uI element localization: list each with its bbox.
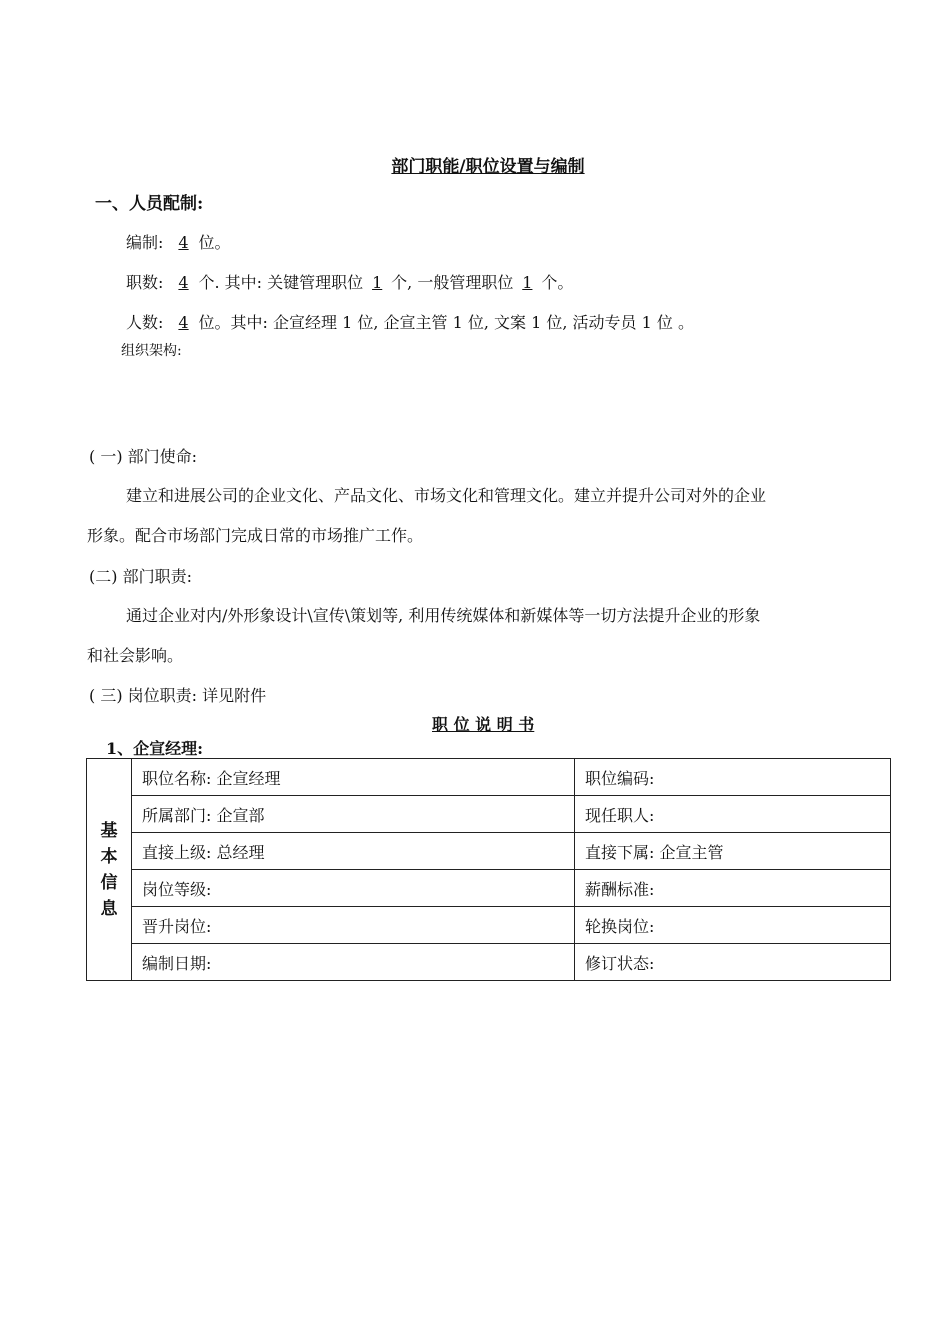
revision-status-cell: 修订状态: [575, 944, 891, 981]
renshu-detail: 位。其中: 企宣经理 1 位, 企宣主管 1 位, 文案 1 位, 活动专员 1 位 。 [198, 313, 694, 332]
table-row [87, 833, 891, 870]
renshu-label: 人数: [126, 313, 164, 332]
position-heading: 1、企宣经理: [106, 739, 204, 758]
salary-standard-cell: 薪酬标准: [575, 870, 891, 907]
direct-subordinate-cell: 直接下属: 企宣主管 [575, 833, 891, 870]
zhishu-end: 个。 [541, 273, 574, 292]
bianzhi-value: 4 [178, 233, 189, 252]
key-positions-value: 1 [372, 273, 383, 292]
table-row [87, 870, 891, 907]
duties-heading: (二) 部门职责: [89, 567, 192, 586]
position-name-cell: 职位名称: 企宣经理 [132, 759, 575, 796]
bianzhi-label: 编制: [126, 233, 164, 252]
renshu-value: 4 [178, 313, 189, 332]
promotion-position-cell: 晋升岗位: [132, 907, 575, 944]
position-code-cell: 职位编码: [575, 759, 891, 796]
side-char: 息 [100, 898, 118, 919]
zhishu-mid: 个. 其中: 关键管理职位 [198, 273, 364, 292]
duties-text-line1: 通过企业对内/外形象设计\宣传\策划等, 利用传统媒体和新媒体等一切方法提升企业的形象 [126, 606, 761, 625]
section-staffing-heading: 一、人员配制: [95, 194, 204, 214]
compile-date-cell: 编制日期: [132, 944, 575, 981]
general-positions-value: 1 [522, 273, 533, 292]
zhishu-label: 职数: [126, 273, 164, 292]
direct-superior-cell: 直接上级: 总经理 [132, 833, 575, 870]
job-description-title: 职 位 说 明 书 [432, 715, 535, 734]
mission-heading: ( 一) 部门使命: [89, 447, 198, 466]
department-cell: 所属部门: 企宣部 [132, 796, 575, 833]
side-char: 基 [100, 820, 118, 841]
zhishu-value: 4 [178, 273, 189, 292]
table-row [87, 796, 891, 833]
renshu-line [126, 310, 694, 333]
table-row [87, 907, 891, 944]
mission-text-line2: 形象。配合市场部门完成日常的市场推广工作。 [87, 526, 424, 545]
rotation-position-cell: 轮换岗位: [575, 907, 891, 944]
zhishu-line [126, 270, 573, 293]
current-holder-cell: 现任职人: [575, 796, 891, 833]
side-char: 信 [100, 872, 118, 893]
document-title: 部门职能/职位设置与编制 [391, 157, 585, 177]
bianzhi-line [126, 230, 231, 253]
bianzhi-unit: 位。 [198, 233, 231, 252]
zhishu-mid2: 个, 一般管理职位 [391, 273, 514, 292]
mission-text-line1: 建立和进展公司的企业文化、产品文化、市场文化和管理文化。建立并提升公司对外的企业 [126, 486, 767, 505]
post-duties-heading: ( 三) 岗位职责: 详见附件 [89, 686, 267, 705]
side-char: 本 [100, 846, 118, 867]
position-grade-cell: 岗位等级: [132, 870, 575, 907]
duties-text-line2: 和社会影响。 [87, 646, 184, 665]
table-row [87, 759, 891, 796]
table-row [87, 944, 891, 981]
basic-info-table [86, 758, 891, 981]
org-chart-label: 组织架构: [121, 343, 182, 359]
basic-info-side-label [87, 759, 132, 981]
